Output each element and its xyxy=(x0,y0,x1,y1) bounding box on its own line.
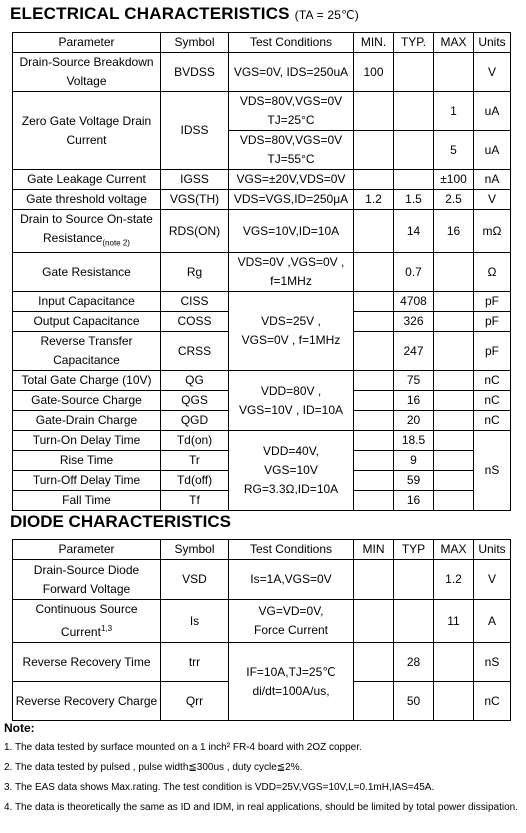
max-cell: 11 xyxy=(434,600,474,643)
header-parameter: Parameter xyxy=(13,540,161,560)
condition-cell: VDS=80V,VGS=0V TJ=55°C xyxy=(229,131,354,170)
max-cell xyxy=(434,451,474,471)
table-row xyxy=(13,643,511,682)
unit-cell: nC xyxy=(474,682,511,721)
header-min: MIN. xyxy=(354,33,394,53)
notes-section xyxy=(4,718,524,818)
header-max: MAX xyxy=(434,540,474,560)
header-symbol: Symbol xyxy=(161,540,229,560)
symbol-cell: QGS xyxy=(161,391,229,411)
min-cell xyxy=(354,312,394,332)
min-cell xyxy=(354,451,394,471)
typ-cell xyxy=(394,600,434,643)
symbol-cell: Tr xyxy=(161,451,229,471)
min-cell xyxy=(354,471,394,491)
unit-cell: nC xyxy=(474,371,511,391)
min-cell xyxy=(354,431,394,451)
min-cell xyxy=(354,491,394,511)
table-row xyxy=(13,600,511,643)
typ-cell xyxy=(394,92,434,131)
table-row xyxy=(13,431,511,451)
param-cell: Zero Gate Voltage Drain Current xyxy=(13,92,161,170)
typ-cell: 1.5 xyxy=(394,190,434,210)
min-cell xyxy=(354,371,394,391)
condition-cell: VDD=80V , VGS=10V , ID=10A xyxy=(229,371,354,431)
electrical-characteristics-title: ELECTRICAL CHARACTERISTICS (TA = 25℃) xyxy=(10,4,359,23)
table-row xyxy=(13,292,511,312)
symbol-cell: Rg xyxy=(161,253,229,292)
symbol-cell: IGSS xyxy=(161,170,229,190)
min-cell xyxy=(354,210,394,253)
param-cell: Reverse Recovery Charge xyxy=(13,682,161,721)
param-cell: Gate-Source Charge xyxy=(13,391,161,411)
max-cell xyxy=(434,431,474,451)
typ-cell xyxy=(394,131,434,170)
typ-cell xyxy=(394,170,434,190)
max-cell xyxy=(434,411,474,431)
unit-cell: nA xyxy=(474,170,511,190)
symbol-cell: trr xyxy=(161,643,229,682)
condition-cell: VDS=0V ,VGS=0V , f=1MHz xyxy=(229,253,354,292)
param-cell: Continuous Source Current$^{1,3}$ xyxy=(13,600,161,643)
symbol-cell: IDSS xyxy=(161,92,229,170)
max-cell xyxy=(434,332,474,371)
typ-cell: 50 xyxy=(394,682,434,721)
condition-cell: IF=10A,TJ=25℃ di/dt=100A/us, xyxy=(229,643,354,721)
notes-title: Note: xyxy=(4,721,35,735)
symbol-cell: QGD xyxy=(161,411,229,431)
param-cell: Turn-On Delay Time xyxy=(13,431,161,451)
condition-cell: VGS=±20V,VDS=0V xyxy=(229,170,354,190)
max-cell: 5 xyxy=(434,131,474,170)
condition-cell: VDD=40V, VGS=10V RG=3.3Ω,ID=10A xyxy=(229,431,354,511)
typ-cell: 59 xyxy=(394,471,434,491)
typ-cell xyxy=(394,53,434,92)
symbol-cell: RDS(ON) xyxy=(161,210,229,253)
typ-cell: 75 xyxy=(394,371,434,391)
condition-cell: VDS=80V,VGS=0V TJ=25°C xyxy=(229,92,354,131)
symbol-cell: CRSS xyxy=(161,332,229,371)
table-row xyxy=(13,92,511,131)
typ-cell: 16 xyxy=(394,391,434,411)
unit-cell: Ω xyxy=(474,253,511,292)
min-cell xyxy=(354,170,394,190)
param-cell: Output Capacitance xyxy=(13,312,161,332)
param-cell: Input Capacitance xyxy=(13,292,161,312)
table-header-row xyxy=(13,33,511,53)
note-reference: (note 2) xyxy=(102,238,130,248)
table-row xyxy=(13,190,511,210)
table-header-row xyxy=(13,540,511,560)
param-cell: Drain-Source Diode Forward Voltage xyxy=(13,560,161,600)
max-cell: 16 xyxy=(434,210,474,253)
header-typ: TYP xyxy=(394,540,434,560)
unit-cell: V xyxy=(474,190,511,210)
max-cell xyxy=(434,491,474,511)
symbol-cell: QG xyxy=(161,371,229,391)
max-cell xyxy=(434,391,474,411)
min-cell: 100 xyxy=(354,53,394,92)
unit-cell: V xyxy=(474,53,511,92)
diode-characteristics-table xyxy=(12,539,511,721)
max-cell xyxy=(434,682,474,721)
typ-cell: 28 xyxy=(394,643,434,682)
temperature-condition: (TA = 25℃) xyxy=(294,8,359,22)
typ-cell: 18.5 xyxy=(394,431,434,451)
electrical-characteristics-table xyxy=(12,32,511,511)
unit-cell: mΩ xyxy=(474,210,511,253)
header-min: MIN xyxy=(354,540,394,560)
min-cell xyxy=(354,332,394,371)
min-cell xyxy=(354,253,394,292)
param-cell: Reverse Transfer Capacitance xyxy=(13,332,161,371)
symbol-cell: Tf xyxy=(161,491,229,511)
diode-characteristics-title: DIODE CHARACTERISTICS xyxy=(10,512,232,531)
condition-cell: VDS=VGS,ID=250μA xyxy=(229,190,354,210)
unit-cell: V xyxy=(474,560,511,600)
symbol-cell: Td(off) xyxy=(161,471,229,491)
param-cell: Turn-Off Delay Time xyxy=(13,471,161,491)
symbol-cell: VSD xyxy=(161,560,229,600)
symbol-cell: Td(on) xyxy=(161,431,229,451)
unit-cell: nC xyxy=(474,391,511,411)
header-max: MAX xyxy=(434,33,474,53)
max-cell xyxy=(434,643,474,682)
param-cell: Drain-Source Breakdown Voltage xyxy=(13,53,161,92)
unit-cell: pF xyxy=(474,332,511,371)
unit-cell: A xyxy=(474,600,511,643)
unit-cell: nC xyxy=(474,411,511,431)
min-cell xyxy=(354,411,394,431)
max-cell xyxy=(434,312,474,332)
header-test-conditions: Test Conditions xyxy=(229,33,354,53)
symbol-cell: BVDSS xyxy=(161,53,229,92)
header-test-conditions: Test Conditions xyxy=(229,540,354,560)
min-cell xyxy=(354,92,394,131)
note-item: 3. The EAS data shows Max.rating. The test condition is VDD=25V,VGS=10V,L=0.1mH,IAS=45A. xyxy=(4,782,435,793)
max-cell: ±100 xyxy=(434,170,474,190)
header-units: Units xyxy=(474,33,511,53)
note-reference: 1,3 xyxy=(100,624,113,633)
max-cell xyxy=(434,253,474,292)
header-typ: TYP. xyxy=(394,33,434,53)
min-cell xyxy=(354,292,394,312)
max-cell xyxy=(434,471,474,491)
max-cell xyxy=(434,371,474,391)
table-row xyxy=(13,170,511,190)
min-cell xyxy=(354,391,394,411)
param-cell: Fall Time xyxy=(13,491,161,511)
unit-cell: uA xyxy=(474,131,511,170)
max-cell: 1 xyxy=(434,92,474,131)
max-cell: 2.5 xyxy=(434,190,474,210)
param-cell: Reverse Recovery Time xyxy=(13,643,161,682)
min-cell: 1.2 xyxy=(354,190,394,210)
min-cell xyxy=(354,560,394,600)
typ-cell: 326 xyxy=(394,312,434,332)
param-cell: Drain to Source On-state Resistance$_{(note 2)}$ xyxy=(13,210,161,253)
max-cell xyxy=(434,292,474,312)
min-cell xyxy=(354,643,394,682)
note-item: 2. The data tested by pulsed , pulse width≦300us , duty cycle≦2%. xyxy=(4,762,303,773)
param-cell: Gate-Drain Charge xyxy=(13,411,161,431)
max-cell: 1.2 xyxy=(434,560,474,600)
param-cell: Total Gate Charge (10V) xyxy=(13,371,161,391)
typ-cell: 16 xyxy=(394,491,434,511)
typ-cell: 4708 xyxy=(394,292,434,312)
typ-cell: 9 xyxy=(394,451,434,471)
table-row xyxy=(13,560,511,600)
typ-cell: 20 xyxy=(394,411,434,431)
symbol-cell: Qrr xyxy=(161,682,229,721)
table-row xyxy=(13,53,511,92)
min-cell xyxy=(354,600,394,643)
symbol-cell: VGS(TH) xyxy=(161,190,229,210)
param-cell: Gate Leakage Current xyxy=(13,170,161,190)
condition-cell: Is=1A,VGS=0V xyxy=(229,560,354,600)
condition-cell: VGS=0V, IDS=250uA xyxy=(229,53,354,92)
typ-cell xyxy=(394,560,434,600)
table-row xyxy=(13,371,511,391)
min-cell xyxy=(354,131,394,170)
table-row xyxy=(13,253,511,292)
header-symbol: Symbol xyxy=(161,33,229,53)
typ-cell: 0.7 xyxy=(394,253,434,292)
typ-cell: 247 xyxy=(394,332,434,371)
symbol-cell: Is xyxy=(161,600,229,643)
min-cell xyxy=(354,682,394,721)
param-cell: Rise Time xyxy=(13,451,161,471)
unit-cell: uA xyxy=(474,92,511,131)
unit-cell: pF xyxy=(474,292,511,312)
symbol-cell: COSS xyxy=(161,312,229,332)
condition-cell: VDS=25V , VGS=0V , f=1MHz xyxy=(229,292,354,371)
symbol-cell: CISS xyxy=(161,292,229,312)
typ-cell: 14 xyxy=(394,210,434,253)
unit-cell: nS xyxy=(474,431,511,511)
table-row xyxy=(13,210,511,253)
unit-cell: pF xyxy=(474,312,511,332)
condition-cell: VGS=10V,ID=10A xyxy=(229,210,354,253)
max-cell xyxy=(434,53,474,92)
unit-cell: nS xyxy=(474,643,511,682)
param-cell: Gate Resistance xyxy=(13,253,161,292)
header-parameter: Parameter xyxy=(13,33,161,53)
note-item: 1. The data tested by surface mounted on a 1 inch² FR-4 board with 2OZ copper. xyxy=(4,742,362,753)
note-item: 4. The data is theoretically the same as ID and IDM, in real applications, should be limited by total power dissipation. xyxy=(4,802,518,813)
header-units: Units xyxy=(474,540,511,560)
param-cell: Gate threshold voltage xyxy=(13,190,161,210)
condition-cell: VG=VD=0V, Force Current xyxy=(229,600,354,643)
